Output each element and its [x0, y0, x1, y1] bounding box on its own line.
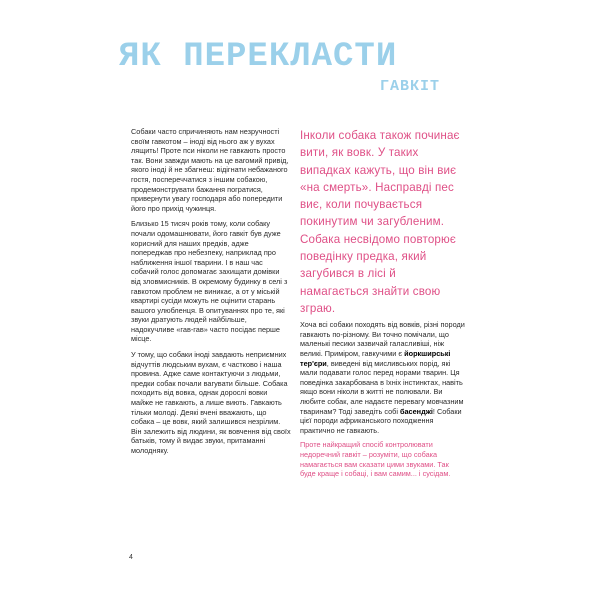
body-paragraph: Близько 15 тисяч років тому, коли собаку почали одомашнювати, його гавкіт був дуже корисний для наших предків, адже попереджав про небезпеку, наприклад про наближення іншої тварини. І в наш час собачий голос допомагає захищати домівки від зловмисників. В окремому будинку в селі з гавкотом проблем не виникає, а от у міській квартирі сусіди можуть не оцінити старань вашого улюбленця. В опитуваннях про те, які звуки дратують людей найбільше, надокучливе «гав-гав» часто посідає перше місце. — [131, 219, 288, 344]
tip-text: Проте найкращий спосіб контролювати недоречний гавкіт – розуміти, що собака намагається вам сказати цими звуками. Так буде краще і собаці, і вам самим... і сусідам. — [300, 440, 451, 479]
page-subtitle: ГАВКІТ — [379, 78, 440, 95]
body-text: , виведені від мисливських порід, які мали подавати голос перед норами тварин. Ця поведінка закарбована в їхніх інстинктах, навіть якщо вони ніколи в житті не полювали. Ви любите собак, але надаєте перевагу мовчазним тваринам? Тоді заведіть собі — [300, 358, 464, 416]
pull-quote: Інколи собака також починає вити, як вовк. У таких випадках кажуть, що він виє «на смерть». Насправді пес виє, коли почувається покинутим чи загубленим. Собака несвідомо повторює поведінку предка, який загубився в лісі й намагається знайти свою зграю. — [300, 129, 460, 315]
body-text: ! Собаки цієї породи африканського походження практично не гавкають. — [300, 406, 462, 435]
body-text: Хоча всі собаки походять від вовків, різні породи гавкають по-різному. Ви точно помічали, що маленькі песики зазвичай галасливіші, ніж великі. Приміром, гавкучими є — [300, 320, 465, 359]
right-column — [300, 127, 466, 479]
page-number: 4 — [129, 554, 133, 561]
left-column — [131, 127, 291, 462]
body-paragraph: Собаки часто спричиняють нам незручності своїм гавкотом – іноді від нього аж у вухах лящить! Проте пси ніколи не гавкають просто так. Вони завжди мають на це вагомий привід, якого іноді й не збагнеш: відігнати небажаного гостя, поспереччатися з іншим собакою, продемонструвати бажання погратися, привернути увагу господаря або попередити його про прихід чужинця. — [131, 127, 289, 213]
body-paragraph: У тому, що собаки іноді завдають неприємних відчуттів людським вухам, є частково і наша провина. Адже саме контактуючи з людьми, предки собак почали вагувати більше. Собака походить від вовка, однак дорослі вовки майже не гавкають, а лише виють. Гавкають тільки молоді. Деякі вчені вважають, що собака – це вовк, який залишився незрілим. Він залежить від людини, як вовчення від своїх батьків, тому й видає звуки, притаманні молодняку. — [131, 350, 291, 455]
page-title: ЯК ПЕРЕКЛАСТИ — [119, 38, 398, 76]
body-paragraph — [300, 320, 466, 435]
breed-name-yorkshire: йоркширські тер'єри — [300, 349, 451, 368]
breed-name-basenji: басенджі — [399, 406, 433, 416]
